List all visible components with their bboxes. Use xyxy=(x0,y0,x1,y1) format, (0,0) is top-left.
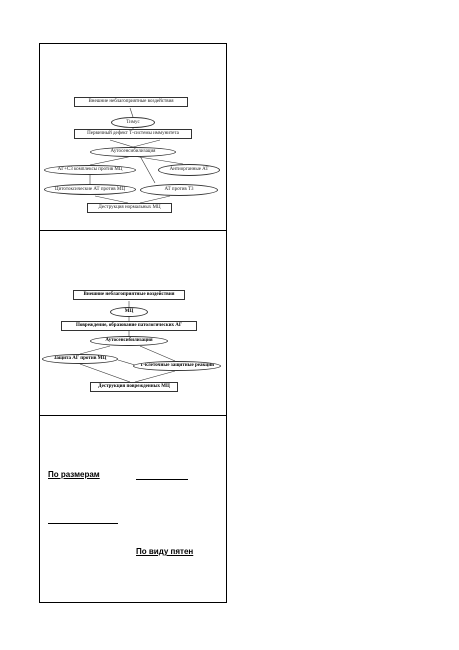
d2-damage-box: Повреждение, образование патологических АГ xyxy=(61,321,197,331)
d1-line-t3-destruction xyxy=(140,196,170,203)
d1-external-box: Внешние неблагоприятные воздействия xyxy=(74,97,188,107)
d2-line-protection-destruction xyxy=(80,364,130,382)
blank-line-2 xyxy=(48,523,118,524)
d1-destruction-box: Деструкция нормальных МЦ xyxy=(87,203,172,213)
d1-line-cytotoxic-destruction xyxy=(95,196,128,203)
d1-line-defect-autosens-right xyxy=(133,140,160,147)
d1-line-autosens-complexes xyxy=(90,156,133,165)
d2-line-autosens-protection xyxy=(80,346,110,354)
d1-primary-defect-box: Первичный дефект Т-системы иммунитета xyxy=(74,129,192,139)
d2-destruction-box: Деструкция поврежденных МЦ xyxy=(90,382,178,392)
d1-at-t3-ellipse: АТ против Т3 xyxy=(140,184,218,196)
blank-line-1 xyxy=(136,479,188,480)
d1-complexes-ellipse: АГ+С3 комплексы против МЦ xyxy=(44,165,136,175)
d1-line-external-thymus xyxy=(130,108,133,117)
d2-line-autosens-tcell xyxy=(140,346,175,361)
by-size-label: По размерам xyxy=(48,470,100,479)
d2-external-box: Внешние неблагоприятные воздействия xyxy=(73,290,185,300)
d1-antiorgan-ellipse: Антиорганные АТ xyxy=(158,164,220,176)
d1-line-defect-autosens-left xyxy=(110,140,133,147)
d1-thymus-ellipse: Тимус xyxy=(111,117,155,128)
d2-tcell-ellipse: Т-клеточные защитные реакции xyxy=(133,361,221,371)
d2-protection-ellipse: Защита АГ против МЦ xyxy=(42,354,118,364)
d2-line-tcell-destruction xyxy=(135,371,175,382)
d1-autosens-ellipse: Аутосенсибилизация xyxy=(90,147,176,157)
d2-autosens-ellipse: Аутосенсибилизация xyxy=(90,336,168,346)
d2-line-protection-tcell xyxy=(118,360,135,365)
d2-mc-ellipse: МЦ xyxy=(110,307,148,317)
by-spots-label: По виду пятен xyxy=(136,547,194,556)
d1-line-autosens-at-t3 xyxy=(140,156,155,183)
d1-cytotoxic-ellipse: Цитотоксические АТ против МЦ xyxy=(44,184,136,195)
